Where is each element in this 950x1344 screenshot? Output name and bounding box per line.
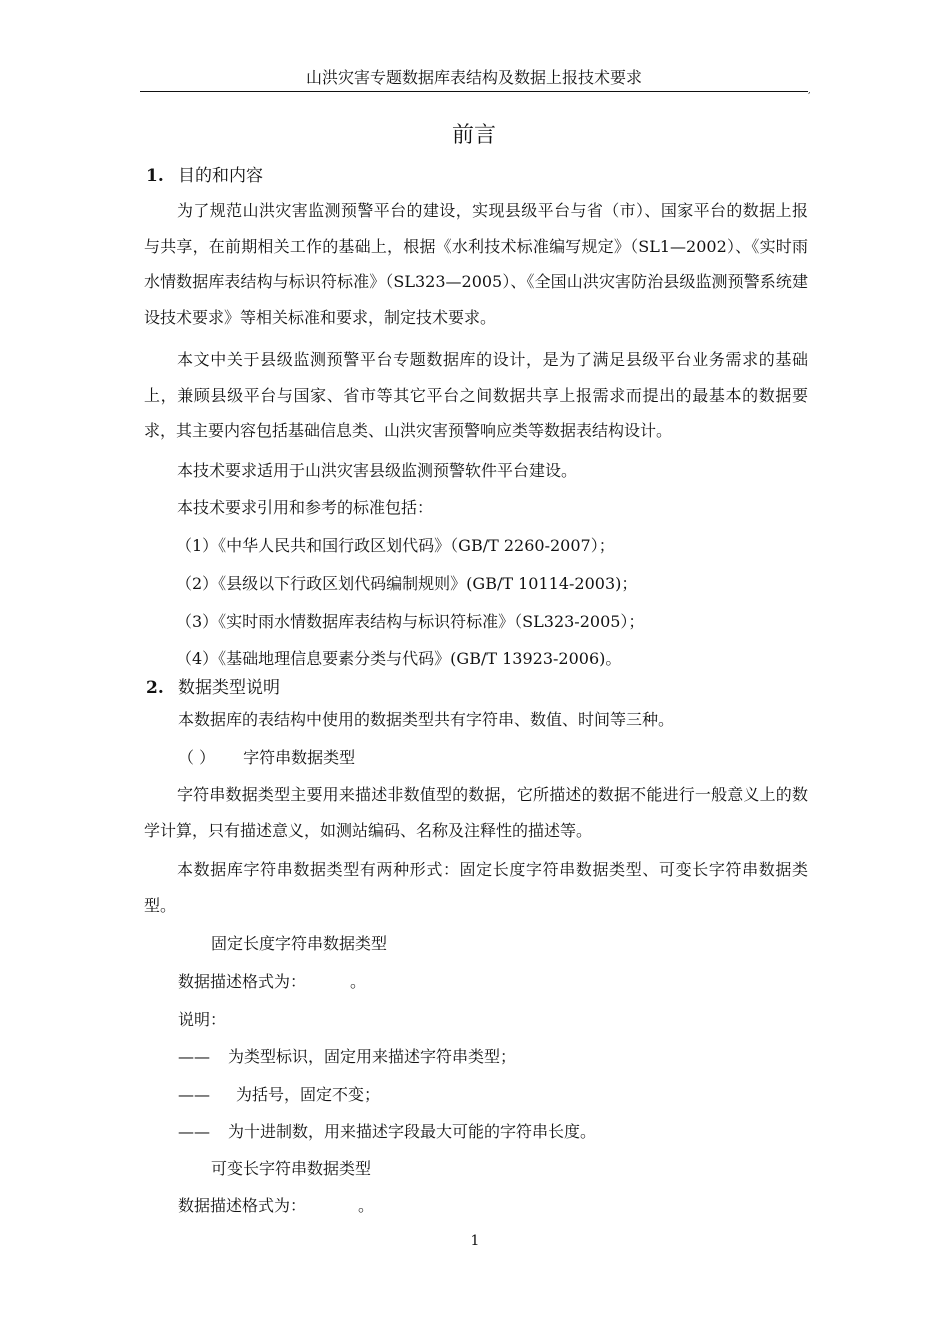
header-divider (140, 91, 808, 92)
reference-item-4: （4）《基础地理信息要素分类与代码》(GB/T 13923-2006)。 (176, 649, 622, 668)
section-1-paragraph-references-intro: 本技术要求引用和参考的标准包括： (177, 498, 434, 517)
note-dash: —— (178, 1085, 210, 1104)
fixed-length-title: 固定长度字符串数据类型 (211, 934, 388, 953)
fixed-length-note-2 (178, 1085, 380, 1105)
section-1-paragraph-purpose: 为了规范山洪灾害监测预警平台的建设，实现县级平台与省（市）、国家平台的数据上报与共享，在前期相关工作的基础上，根据《水利技术标准编写规定》（SL1—2002）、《实时雨水情数据库表结构与标识符标准》（SL323—2005）、《全国山洪灾害防治县级监测预警系统建设技术要求》等相关标准和要求，制定技术要求。 (144, 201, 808, 327)
format-label: 数据描述格式为： (178, 1196, 307, 1215)
page-number: 1 (470, 1233, 480, 1249)
note-text: 为括号，固定不变； (236, 1085, 381, 1104)
string-type-paragraph-forms: 本数据库字符串数据类型有两种形式：固定长度字符串数据类型、可变长字符串数据类型。 (144, 860, 808, 915)
format-end: 。 (358, 1196, 375, 1215)
section-1-title: 目的和内容 (178, 166, 263, 186)
preface-title: 前言 (451, 123, 496, 148)
section-2-heading (146, 677, 280, 699)
fixed-length-format (178, 972, 366, 992)
section-1-heading (146, 165, 263, 187)
running-header: 山洪灾害专题数据库表结构及数据上报技术要求 (305, 68, 642, 87)
note-dash: —— (178, 1122, 210, 1141)
fixed-length-note-1 (178, 1047, 516, 1067)
note-text: 为类型标识，固定用来描述字符串类型； (228, 1047, 517, 1066)
note-dash: —— (178, 1047, 210, 1066)
string-type-paragraph-definition: 字符串数据类型主要用来描述非数值型的数据，它所描述的数据不能进行一般意义上的数学计算，只有描述意义，如测站编码、名称及注释性的描述等。 (144, 785, 808, 840)
note-text: 为十进制数，用来描述字段最大可能的字符串长度。 (228, 1122, 597, 1141)
section-1-paragraph-scope: 本技术要求适用于山洪灾害县级监测预警软件平台建设。 (177, 461, 578, 480)
fixed-length-note-3 (178, 1122, 596, 1142)
variable-length-title: 可变长字符串数据类型 (211, 1159, 372, 1178)
fixed-length-note-label: 说明： (178, 1010, 227, 1029)
reference-item-2: （2）《县级以下行政区划代码编制规则》(GB/T 10114-2003)； (176, 574, 638, 593)
subheading-parentheses: （ ） (178, 748, 216, 767)
section-1-number: 1. (146, 166, 164, 186)
subheading-text: 字符串数据类型 (243, 748, 356, 767)
format-label: 数据描述格式为： (178, 972, 307, 991)
section-2-number: 2. (146, 678, 164, 698)
section-2-intro: 本数据库的表结构中使用的数据类型共有字符串、数值、时间等三种。 (178, 710, 675, 729)
section-2-title: 数据类型说明 (178, 678, 280, 698)
variable-length-format (178, 1196, 374, 1216)
string-type-subheading (178, 748, 355, 768)
section-1-paragraph-design: 本文中关于县级监测预警平台专题数据库的设计，是为了满足县级平台业务需求的基础上，兼顾县级平台与国家、省市等其它平台之间数据共享上报需求而提出的最基本的数据要求，其主要内容包括基础信息类、山洪灾害预警响应类等数据表结构设计。 (144, 350, 808, 440)
reference-item-3: （3）《实时雨水情数据库表结构与标识符标准》（SL323-2005）； (176, 612, 645, 631)
format-end: 。 (350, 972, 367, 991)
reference-item-1: （1）《中华人民共和国行政区划代码》（GB/T 2260-2007）； (176, 536, 615, 555)
header-rule-end-mark: , (808, 86, 811, 95)
